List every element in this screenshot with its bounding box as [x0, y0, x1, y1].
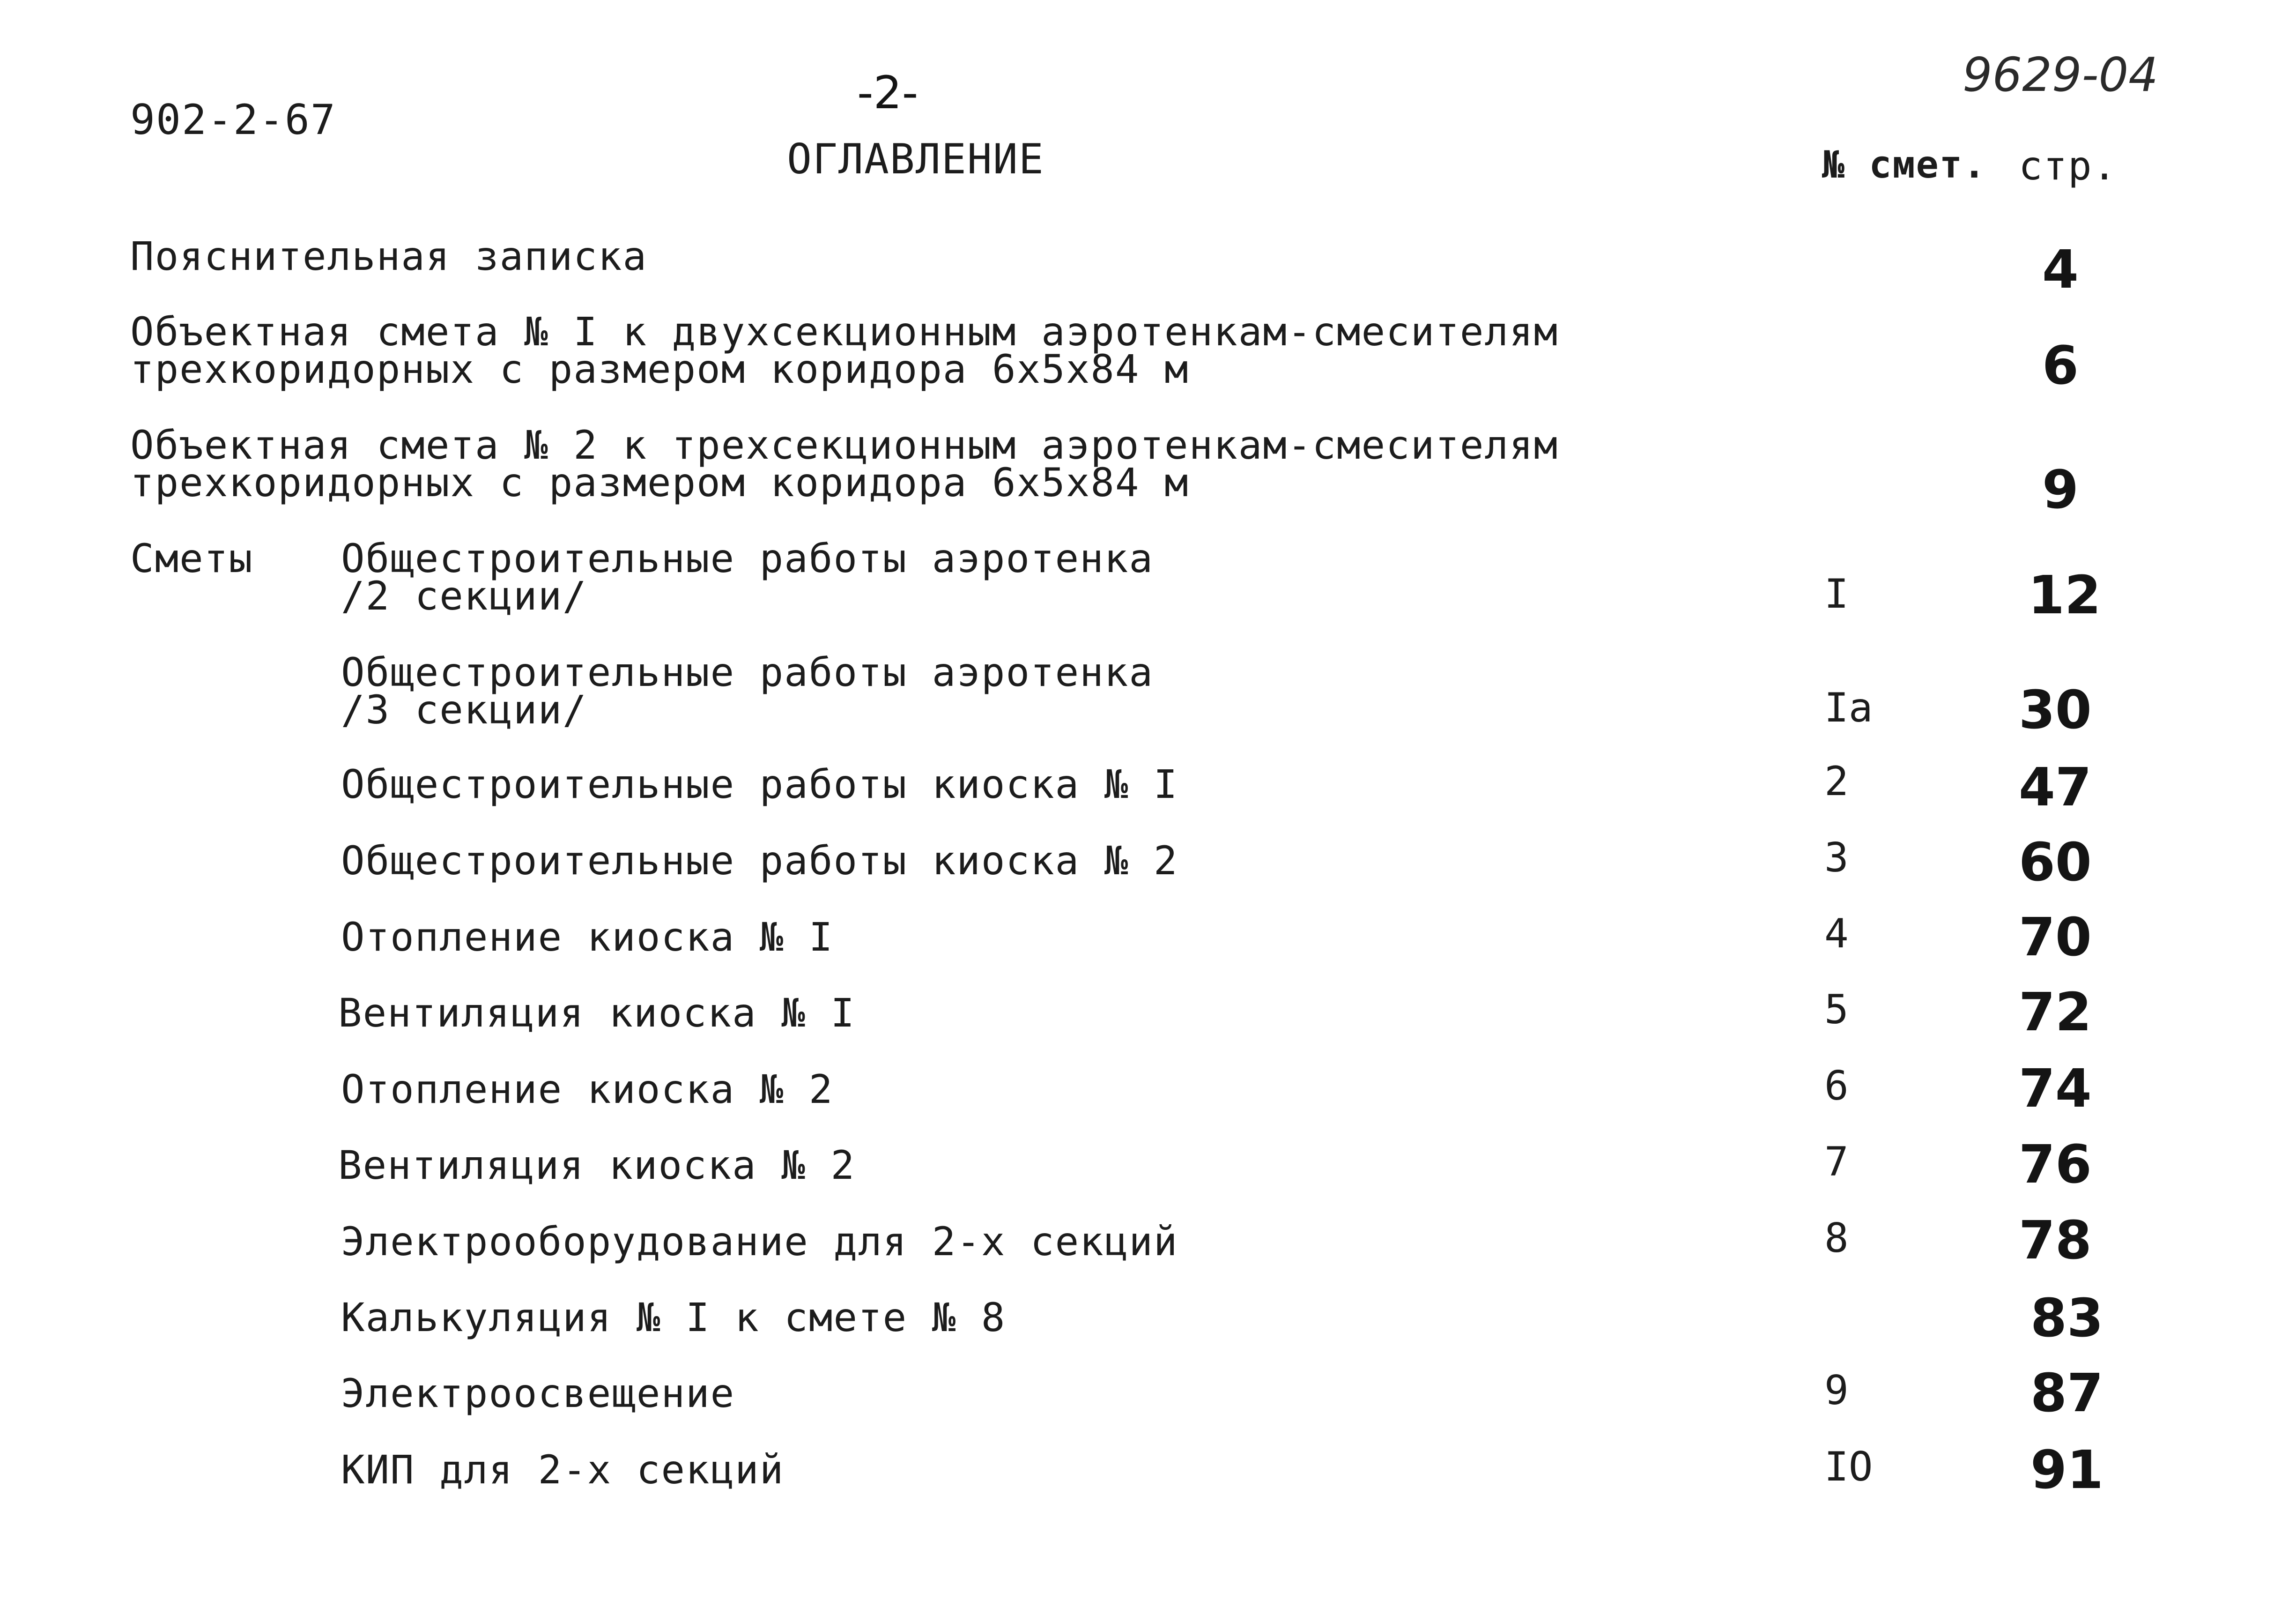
estimate-page: 12 — [2028, 565, 2101, 626]
column-header-estimate-number: № смет. — [1822, 143, 1987, 186]
estimate-title: Общестроительные работы киоска № I — [341, 761, 1178, 807]
estimates-section-label: Сметы — [130, 536, 253, 581]
estimate-number: IO — [1824, 1444, 1873, 1490]
estimate-title: Электроосвещение — [341, 1370, 735, 1416]
estimate-title: Калькуляция № I к смете № 8 — [341, 1295, 1006, 1340]
estimate-number: 5 — [1824, 986, 1849, 1033]
estimate-title: Отопление киоска № I — [341, 914, 834, 960]
toc-entry-text: трехкоридорных с размером коридора 6х5х84 м — [130, 346, 1189, 392]
estimate-page: 60 — [2019, 832, 2092, 893]
document-code: 902-2-67 — [130, 96, 336, 144]
estimate-page: 76 — [2019, 1134, 2092, 1195]
estimate-title: Электрооборудование для 2-х секций — [341, 1219, 1178, 1265]
estimate-number: Iа — [1824, 685, 1873, 731]
toc-entry-page: 6 — [2042, 335, 2079, 396]
estimate-number: 6 — [1824, 1063, 1849, 1109]
estimate-title: /3 секции/ — [341, 687, 587, 733]
estimate-title: Отопление киоска № 2 — [341, 1066, 834, 1112]
page-title: ОГЛАВЛЕНИЕ — [787, 135, 1044, 183]
toc-entry-text: Объектная смета № I к двухсекционным аэротенкам-смесителям — [130, 309, 1559, 355]
handwritten-document-id: 9629-04 — [1963, 47, 2158, 102]
estimate-title: Общестроительные работы киоска № 2 — [341, 838, 1178, 884]
estimate-page: 72 — [2019, 982, 2092, 1043]
estimate-title: КИП для 2-х секций — [341, 1447, 785, 1493]
toc-entry-page: 9 — [2042, 460, 2079, 521]
toc-entry-text: Пояснительная записка — [130, 233, 648, 279]
estimate-title: Вентиляция киоска № 2 — [338, 1142, 856, 1188]
estimate-page: 70 — [2019, 907, 2092, 968]
estimate-number: 3 — [1824, 834, 1849, 881]
page-marker: -2- — [857, 67, 918, 119]
estimate-title: Общестроительные работы аэротенка — [341, 649, 1154, 695]
toc-entry-text: Объектная смета № 2 к трехсекционным аэротенкам-смесителям — [130, 422, 1559, 468]
estimate-title: Вентиляция киоска № I — [338, 990, 856, 1036]
estimate-number: 2 — [1824, 758, 1849, 805]
estimate-page: 78 — [2019, 1210, 2092, 1271]
estimate-number: 7 — [1824, 1139, 1849, 1185]
estimate-page: 91 — [2030, 1440, 2103, 1501]
estimate-page: 74 — [2019, 1058, 2092, 1119]
estimate-page: 87 — [2030, 1363, 2103, 1424]
toc-entry-page: 4 — [2042, 239, 2079, 300]
column-header-page: стр. — [2019, 143, 2118, 189]
estimate-page: 47 — [2019, 757, 2092, 818]
estimate-number: I — [1824, 571, 1849, 618]
estimate-number: 8 — [1824, 1215, 1849, 1262]
estimate-page: 30 — [2019, 680, 2092, 741]
estimate-page: 83 — [2030, 1288, 2103, 1349]
toc-entry-text: трехкоридорных с размером коридора 6х5х84 м — [130, 460, 1189, 506]
estimate-title: Общестроительные работы аэротенка — [341, 536, 1154, 581]
estimate-number: 4 — [1824, 910, 1849, 957]
estimate-title: /2 секции/ — [341, 573, 587, 619]
estimate-number: 9 — [1824, 1367, 1849, 1414]
